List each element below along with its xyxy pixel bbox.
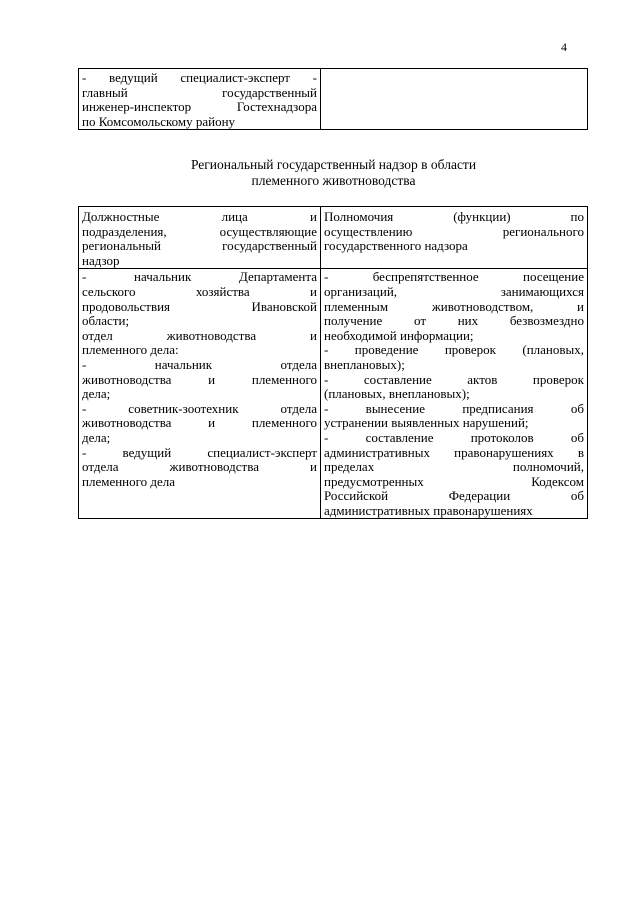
text-line: по Комсомольскому району <box>82 114 236 129</box>
top-table-row <box>79 69 588 130</box>
text-line: устранении выявленных нарушений; <box>324 416 529 431</box>
text-line: - беспрепятственное посещение <box>324 270 584 285</box>
text-line: дела; <box>82 387 111 402</box>
text-line: предусмотренных Кодексом <box>324 474 584 489</box>
text-line: государственного надзора <box>324 239 468 254</box>
text-line: административных правонарушениях в <box>324 445 584 460</box>
header-right-cell <box>321 207 588 269</box>
text-line: продовольствия Ивановской <box>82 299 317 314</box>
text-line: внеплановых); <box>324 357 405 372</box>
text-line: необходимой информации; <box>324 328 474 343</box>
text-line: - ведущий специалист-эксперт - <box>82 71 317 85</box>
text-line: племенным животноводством, и <box>324 299 584 314</box>
text-line: - составление протоколов об <box>324 430 584 445</box>
text-line: подразделения, осуществляющие <box>82 224 317 239</box>
text-line: Должностные лица и <box>82 210 317 224</box>
text-line: - начальник Департамента <box>82 270 317 285</box>
text-line: отдел животноводства и <box>82 328 317 343</box>
text-line: отдела животноводства и <box>82 460 317 475</box>
text-line: региональный государственный <box>82 239 317 254</box>
main-table <box>78 206 588 519</box>
text-line: животноводства и племенного <box>82 372 317 387</box>
body-right-cell <box>321 269 588 519</box>
main-table-body-row <box>79 269 588 519</box>
main-table-header-row <box>79 207 588 269</box>
text-line: племенного дела <box>82 474 176 489</box>
text-line: дела; <box>82 430 111 445</box>
section-heading-line: Региональный государственный надзор в области <box>190 157 477 172</box>
text-line: племенного дела: <box>82 343 179 358</box>
text-line: сельского хозяйства и <box>82 284 317 299</box>
text-line: осуществлению регионального <box>324 224 584 239</box>
text-line: - проведение проверок (плановых, <box>324 343 584 358</box>
text-line: - начальник отдела <box>82 357 317 372</box>
text-line: области; <box>82 314 130 329</box>
page-number: 4 <box>561 40 567 54</box>
text-line: организаций, занимающихся <box>324 284 584 299</box>
top-table-left-cell <box>79 69 321 130</box>
section-heading-line: племенного животноводства <box>251 173 416 188</box>
section-heading <box>80 157 587 189</box>
text-line: - советник-зоотехник отдела <box>82 401 317 416</box>
text-line: получение от них безвозмездно <box>324 314 584 329</box>
text-line: главный государственный <box>82 85 317 100</box>
top-table <box>78 68 588 130</box>
text-line: Полномочия (функции) по <box>324 210 584 224</box>
text-line: пределах полномочий, <box>324 460 584 475</box>
text-line: административных правонарушениях <box>324 503 533 518</box>
body-left-cell <box>79 269 321 519</box>
text-line: - составление актов проверок <box>324 372 584 387</box>
text-line: надзор <box>82 253 120 268</box>
text-line: - вынесение предписания об <box>324 401 584 416</box>
header-left-cell <box>79 207 321 269</box>
top-table-right-cell <box>321 69 588 130</box>
text-line: инженер-инспектор Гостехнадзора <box>82 100 317 115</box>
text-line: (плановых, внеплановых); <box>324 387 470 402</box>
text-line: Российской Федерации об <box>324 489 584 504</box>
text-line: - ведущий специалист-эксперт <box>82 445 317 460</box>
text-line: животноводства и племенного <box>82 416 317 431</box>
